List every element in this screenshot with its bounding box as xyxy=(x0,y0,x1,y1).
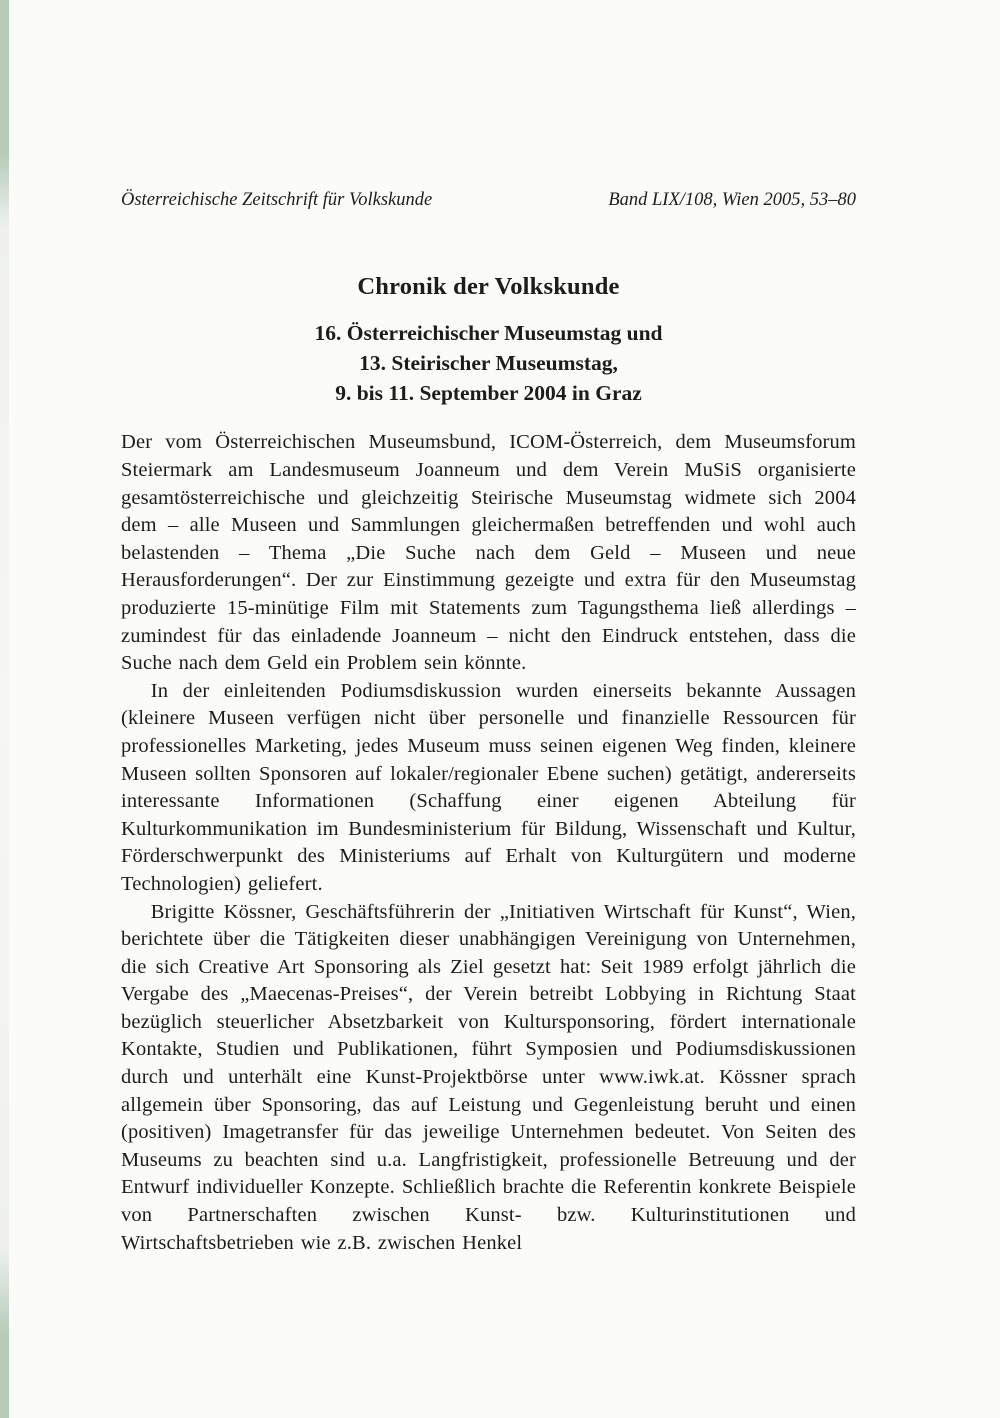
body-paragraph: Der vom Österreichischen Museumsbund, ICOM-Österreich, dem Museumsforum Steiermark am Landesmuseum Joanneum und dem Verein MuSiS organisierte gesamtösterreichische und gleichzeitig Steirische Museumstag widmete sich 2004 dem – alle Museen und Sammlungen gleichermaßen betreffenden und wohl auch belastenden – Thema „Die Suche nach dem Geld – Museen und neue Herausforderungen“. Der zur Einstimmung gezeigte und extra für den Museumstag produzierte 15-minütige Film mit Statements zum Tagungsthema ließ allerdings – zumindest für das einladende Joanneum – nicht den Eindruck entstehen, dass die Suche nach dem Geld ein Problem sein könnte. xyxy=(121,431,856,675)
article-body xyxy=(121,429,856,1257)
issue-info: Band LIX/108, Wien 2005, 53–80 xyxy=(608,190,856,210)
article-subtitle xyxy=(121,318,856,408)
body-paragraph: Brigitte Kössner, Geschäftsführerin der „Initiativen Wirtschaft für Kunst“, Wien, berichtete über die Tätigkeiten dieser unabhängigen Vereinigung von Unternehmen, die sich Creative Art Sponsoring als Ziel gesetzt hat: Seit 1989 erfolgt jährlich die Vergabe des „Maecenas-Preises“, der Verein betreibt Lobbying in Richtung Staat bezüglich steuerlicher Absetzbarkeit von Kultursponsoring, fördert internationale Kontakte, Studien und Publikationen, führt Symposien und Podiumsdiskussionen durch und unterhält eine Kunst-Projektbörse unter www.iwk.at. Kössner sprach allgemein über Sponsoring, das auf Leistung und Gegenleistung beruht und einen (positiven) Imagetransfer für das jeweilige Unternehmen bedeutet. Von Seiten des Museums zu beachten sind u.a. Langfristigkeit, professionelle Betreuung und der Entwurf individueller Konzepte. Schließlich brachte die Referentin konkrete Beispiele von Partnerschaften zwischen Kunst- bzw. Kulturinstitutionen und Wirtschaftsbetrieben wie z.B. zwischen Henkel xyxy=(121,900,856,1254)
body-paragraph: In der einleitenden Podiumsdiskussion wurden einerseits bekannte Aussagen (kleinere Museen verfügen nicht über personelle und finanzielle Ressourcen für professionelles Marketing, jedes Museum muss seinen eigenen Weg finden, kleinere Museen sollten Sponsoren auf lokaler/regionaler Ebene suchen) getätigt, andererseits interessante Informationen (Schaffung einer eigenen Abteilung für Kulturkommunikation im Bundesministerium für Bildung, Wissenschaft und Kultur, Förderschwerpunkt des Ministeriums auf Erhalt von Kulturgütern und moderne Technologien) geliefert. xyxy=(121,679,856,895)
subtitle-line-1: 16. Österreichischer Museumstag und xyxy=(314,321,663,346)
section-title: Chronik der Volkskunde xyxy=(357,273,620,300)
journal-title: Österreichische Zeitschrift für Volkskunde xyxy=(121,190,433,210)
subtitle-line-2: 13. Steirischer Museumstag, xyxy=(359,351,618,376)
subtitle-line-3: 9. bis 11. September 2004 in Graz xyxy=(335,381,642,406)
page-header xyxy=(121,188,856,212)
